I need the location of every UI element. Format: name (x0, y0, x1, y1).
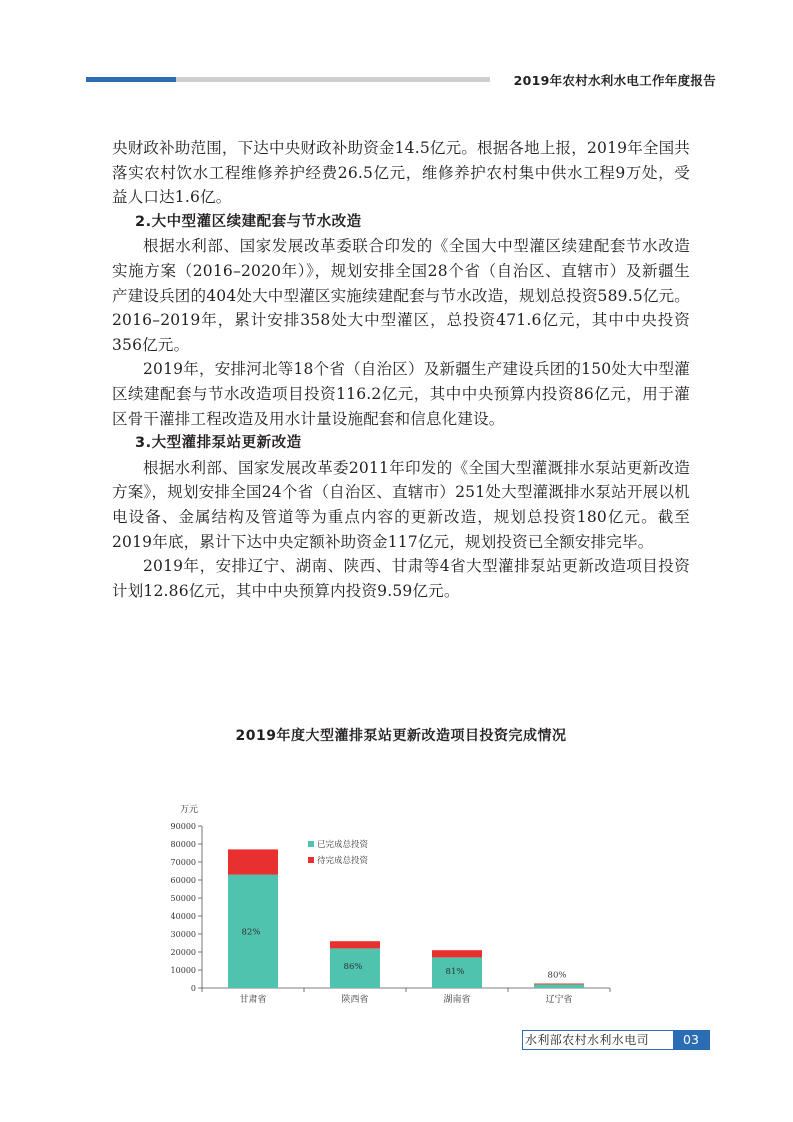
header-rule (176, 77, 490, 82)
data-label: 81% (445, 967, 465, 978)
bar-pending (432, 950, 482, 957)
bar-pending (534, 984, 584, 985)
y-tick-label: 60000 (170, 876, 196, 885)
y-tick-label: 20000 (170, 948, 196, 957)
paragraph-4: 根据水利部、国家发展改革委2011年印发的《全国大型灌溉排水泵站更新改造方案》，规划安排全国24个省（自治区、直辖市）251处大型灌溉排水泵站开展以机电设备、金属结构及管道等为重点内容的更新改造，规划总投资180亿元。截至2019年底，累计下达中央定额补助资金117亿元，规划投资已全额安排完毕。 (112, 458, 690, 551)
data-label: 80% (547, 970, 567, 981)
section-heading-2: 2.大中型灌区续建配套与节水改造 (135, 213, 362, 230)
bar-completed (534, 984, 584, 988)
legend-label: 待完成总投资 (317, 856, 369, 866)
footer-label: 水利部农村水利水电司 (525, 1033, 650, 1047)
y-tick-label: 10000 (170, 966, 196, 975)
section-heading-3: 3.大型灌排泵站更新改造 (135, 435, 302, 452)
investment-bar-chart (150, 790, 620, 1010)
paragraph-2: 根据水利部、国家发展改革委联合印发的《全国大中型灌区续建配套节水改造实施方案（2016–2020年）》，规划安排全国28个省（自治区、直辖市）及新疆生产建设兵团的404处大中型灌区实施续建配套与节水改造，规划总投资589.5亿元。2016–2019年，累计安排358处大中型灌区，总投资471.6亿元，其中中央投资356亿元。 (112, 237, 690, 354)
header-title: 2019年农村水利水电工作年度报告 (513, 73, 716, 88)
y-tick-label: 40000 (170, 912, 196, 921)
data-label: 86% (343, 962, 363, 973)
y-axis-label: 万元 (180, 805, 199, 815)
paragraph-1: 央财政补助范围，下达中央财政补助资金14.5亿元。根据各地上报，2019年全国共落实农村饮水工程维修养护经费26.5亿元，维修养护农村集中供水工程9万处，受益人口达1.6亿。 (112, 139, 690, 207)
x-tick-label: 湖南省 (443, 995, 471, 1005)
y-tick-label: 90000 (170, 822, 196, 831)
legend-swatch (308, 841, 314, 847)
x-tick-label: 甘肃省 (239, 995, 267, 1005)
bar-pending (330, 941, 380, 948)
paragraph-3: 2019年，安排河北等18个省（自治区）及新疆生产建设兵团的150处大中型灌区续建配套与节水改造项目投资116.2亿元，其中中央预算内投资86亿元，用于灌区骨干灌排工程改造及用水计量设施配套和信息化建设。 (112, 360, 690, 428)
page-number: 03 (673, 1031, 709, 1049)
chart-title: 2019年度大型灌排泵站更新改造项目投资完成情况 (235, 728, 567, 744)
legend-swatch (308, 857, 314, 863)
y-tick-label: 30000 (170, 930, 196, 939)
y-tick-label: 80000 (170, 840, 196, 849)
paragraph-5: 2019年，安排辽宁、湖南、陕西、甘肃等4省大型灌排泵站更新改造项目投资计划12.86亿元，其中中央预算内投资9.59亿元。 (112, 557, 690, 600)
legend-label: 已完成总投资 (317, 840, 369, 850)
bar-pending (228, 849, 278, 874)
y-tick-label: 70000 (170, 858, 196, 867)
x-tick-label: 辽宁省 (545, 995, 573, 1005)
x-tick-label: 陕西省 (341, 995, 369, 1005)
data-label: 82% (241, 927, 261, 938)
y-tick-label: 50000 (170, 894, 196, 903)
y-tick-label: 0 (190, 984, 196, 993)
body-text (112, 136, 690, 603)
header-accent-bar (86, 77, 176, 82)
